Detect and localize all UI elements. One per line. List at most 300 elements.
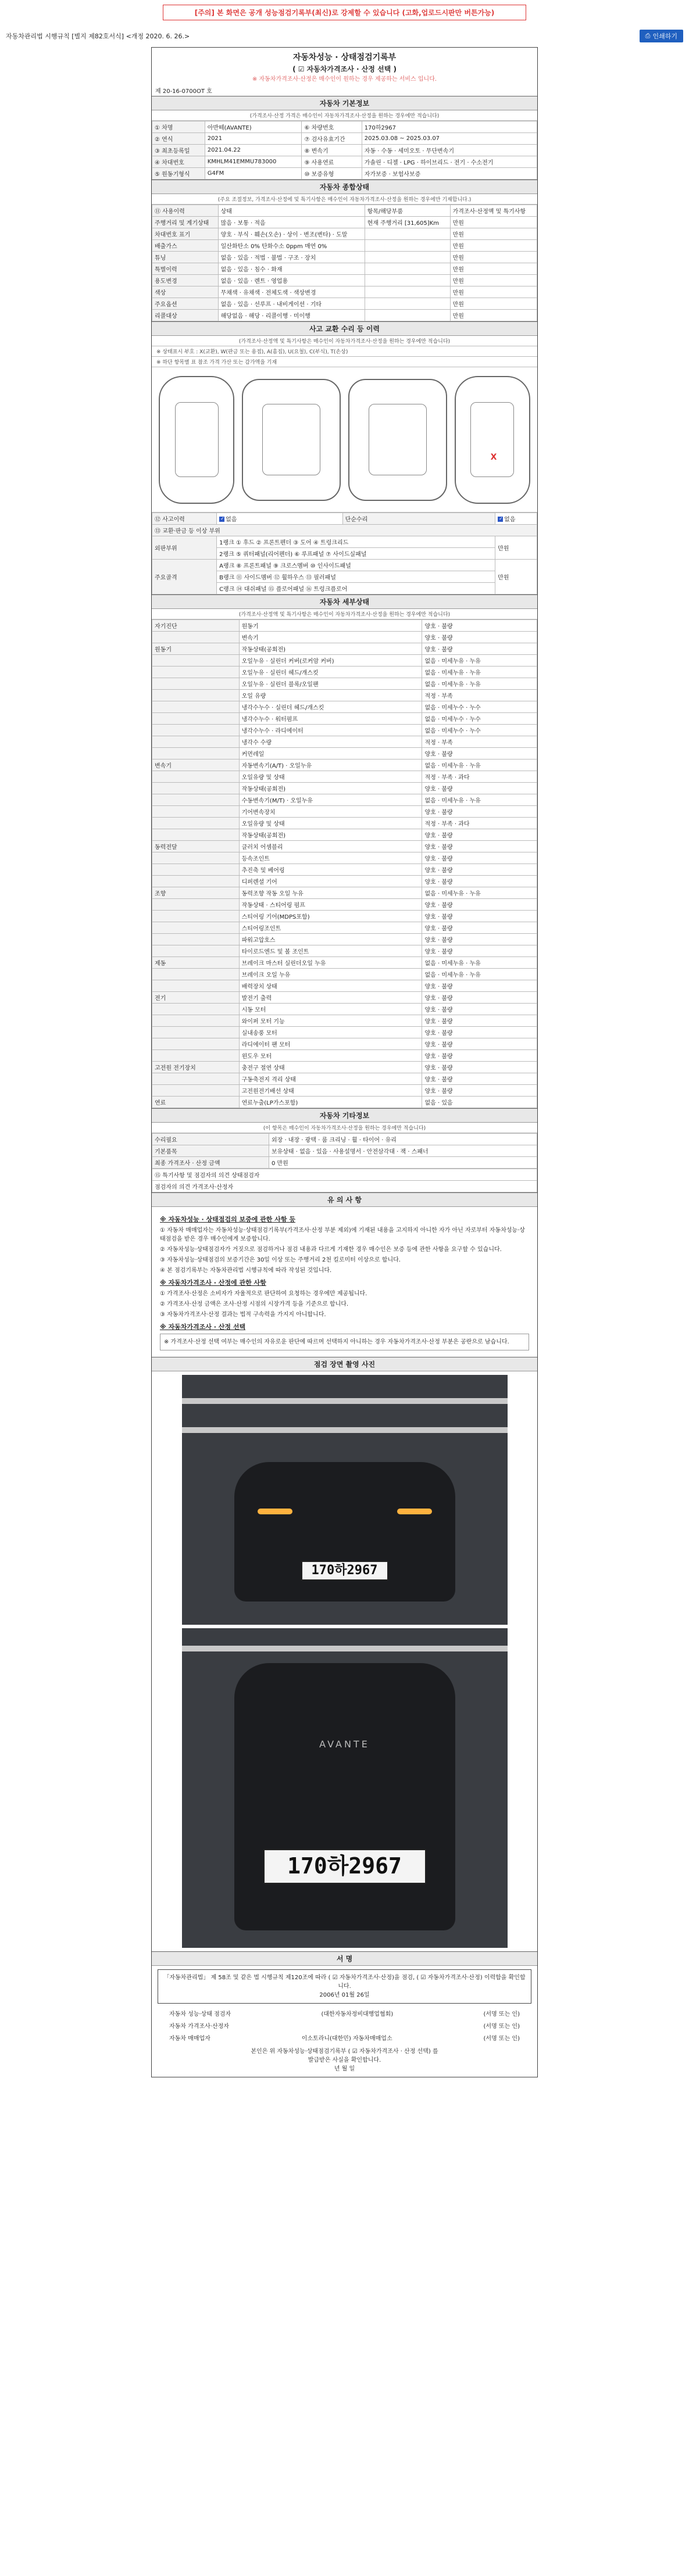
detail-row xyxy=(152,1015,537,1027)
status-cell: 없음 · 있음 · 선루프 · 내비게이션 · 기타 xyxy=(218,298,365,310)
detail-row xyxy=(152,632,537,643)
status-cell: 배출가스 xyxy=(152,240,219,252)
plate-front: 170하2967 xyxy=(301,1561,388,1581)
status-row xyxy=(152,240,537,252)
status-cell: 일산화탄소 0% 탄화수소 0ppm 매연 0% xyxy=(218,240,365,252)
print-label: 인쇄하기 xyxy=(652,33,677,40)
detail-cell: 배력장치 상태 xyxy=(239,980,422,992)
detail-cell xyxy=(152,945,240,957)
other-cell: 기본품목 xyxy=(152,1145,269,1157)
other-cell: 수리필요 xyxy=(152,1134,269,1145)
caution-heading-1: ※ 자동차성능 · 상태점검의 보증에 관한 사항 등 xyxy=(160,1216,295,1223)
detail-cell xyxy=(152,1027,240,1038)
detail-row xyxy=(152,713,537,725)
detail-cell: 오일 유량 xyxy=(239,690,422,701)
status-cell: ⑪ 사용이력 xyxy=(152,205,219,217)
main-frame-label: 주요골격 xyxy=(152,560,217,594)
caution-heading-2: ※ 자동차가격조사 · 산정에 관한 사항 xyxy=(160,1279,266,1287)
caution-p3: ③ 자동차성능·상태점검의 보증기간은 30일 이상 또는 주행거리 2천 킬로미터 이상으로 합니다. xyxy=(160,1257,401,1263)
detail-cell: 타이로드엔드 및 볼 조인트 xyxy=(239,945,422,957)
dealer-name: 이소토라니(대한민) 자동차매매업소 xyxy=(301,2036,392,2042)
detail-cell: 양호 · 불량 xyxy=(422,1004,537,1015)
detail-cell: 적정 · 부족 xyxy=(422,736,537,748)
status-cell xyxy=(365,240,450,252)
section-sign: 서 명 xyxy=(152,1951,537,1966)
detail-cell xyxy=(152,969,240,980)
section-basic: 자동차 기본정보 xyxy=(152,96,537,110)
detail-cell: 오일누유 · 실린더 커버(로커암 커버) xyxy=(239,655,422,667)
basic-cell: 가솔린 · 디젤 · LPG · 하이브리드 · 전기 · 수소전기 xyxy=(362,156,537,168)
detail-cell: 고전원 전기장치 xyxy=(152,1062,240,1073)
detail-row xyxy=(152,841,537,852)
detail-cell: 전기 xyxy=(152,992,240,1004)
status-row xyxy=(152,275,537,286)
detail-cell: 양호 · 불량 xyxy=(422,934,537,945)
sign-row-2 xyxy=(152,2019,537,2032)
detail-cell xyxy=(152,748,240,759)
detail-cell: 커먼레일 xyxy=(239,748,422,759)
footer-note xyxy=(152,2044,537,2077)
caution-p7: ③ 자동차가격조사·산정 결과는 법적 구속력을 가지지 아니합니다. xyxy=(160,1312,326,1318)
detail-row xyxy=(152,980,537,992)
detail-cell: 없음 · 미세누유 · 누유 xyxy=(422,667,537,678)
detail-cell: 오일누유 · 실린더 헤드/개스킷 xyxy=(239,667,422,678)
status-cell: 해당없음 · 해당 · 리콜이행 · 미이행 xyxy=(218,310,365,321)
doc-note: ※ 자동차가격조사·산정은 매수인이 원하는 경우 제공하는 서비스 입니다. xyxy=(252,76,437,83)
detail-row xyxy=(152,725,537,736)
basic-cell: G4FM xyxy=(205,168,302,180)
detail-cell xyxy=(152,690,240,701)
status-cell: 만원 xyxy=(450,298,537,310)
status-row xyxy=(152,252,537,263)
detail-cell: 구동축전지 격리 상태 xyxy=(239,1073,422,1085)
outer-panel-label: 외판부위 xyxy=(152,536,217,560)
detail-cell: 발전기 출력 xyxy=(239,992,422,1004)
inspector-row-1: ⑮ 특기사항 및 점검자의 의견 상태점검자 xyxy=(152,1169,537,1181)
detail-cell xyxy=(152,632,240,643)
detail-cell: 원동기 xyxy=(239,620,422,632)
status-cell: 만원 xyxy=(450,252,537,263)
detail-cell: 제동 xyxy=(152,957,240,969)
detail-cell: 양호 · 불량 xyxy=(422,620,537,632)
detail-row xyxy=(152,736,537,748)
detail-cell: 실내송풍 모터 xyxy=(239,1027,422,1038)
brand-text: AVANTE xyxy=(319,1739,370,1750)
detail-cell: 적정 · 부족 · 과다 xyxy=(422,818,537,829)
caution-text xyxy=(152,1207,537,1357)
detail-cell: 양호 · 불량 xyxy=(422,1027,537,1038)
detail-row xyxy=(152,1085,537,1097)
detail-cell: 양호 · 불량 xyxy=(422,748,537,759)
detail-cell: 자기진단 xyxy=(152,620,240,632)
other-row xyxy=(152,1134,537,1145)
caution-heading-3: ※ 자동차가격조사 · 산정 선택 xyxy=(160,1323,246,1331)
detail-cell: 양호 · 불량 xyxy=(422,980,537,992)
detail-cell: 작동상태(공회전) xyxy=(239,783,422,794)
sign-statement: 「자동차관리법」 제 58조 및 같은 법 시행규칙 제120조에 따라 ( ☑ 자동차가격조사·산정)을 점검, ( ☑ 자동차가격조사·산정) 이력함을 확인합니다. xyxy=(163,1975,526,1990)
section-damage-note: (가격조사·산정액 및 특기사항은 매수인이 자동차가격조사·산정을 원하는 경우에만 적습니다) xyxy=(152,336,537,346)
sign-row-3 xyxy=(152,2032,537,2044)
car-diagram xyxy=(152,367,537,513)
doc-subtitle: ( ☑ 자동차가격조사 · 산정 선택 ) xyxy=(292,65,397,73)
footer-line-3: 년 월 일 xyxy=(334,2066,355,2072)
car-side-right-diagram xyxy=(455,376,530,504)
detail-cell: 양호 · 불량 xyxy=(422,1050,537,1062)
detail-row xyxy=(152,922,537,934)
status-row xyxy=(152,217,537,228)
detail-cell: 양호 · 불량 xyxy=(422,841,537,852)
detail-cell xyxy=(152,829,240,841)
detail-cell xyxy=(152,818,240,829)
status-row xyxy=(152,298,537,310)
detail-cell: 양호 · 불량 xyxy=(422,1062,537,1073)
basic-cell: ⑤ 원동기형식 xyxy=(152,168,205,180)
detail-cell: 적정 · 부족 xyxy=(422,690,537,701)
detail-cell: 동력조향 작동 오일 누유 xyxy=(239,887,422,899)
detail-cell: 변속기 xyxy=(152,759,240,771)
basic-cell: 2021 xyxy=(205,133,302,145)
detail-cell: 시동 모터 xyxy=(239,1004,422,1015)
detail-row xyxy=(152,1050,537,1062)
print-button[interactable] xyxy=(640,30,683,42)
detail-table xyxy=(152,619,537,1108)
detail-cell: 스티어링 기어(MDPS포함) xyxy=(239,911,422,922)
basic-cell: ⑧ 변속기 xyxy=(302,145,362,156)
status-cell: 항목/해당부품 xyxy=(365,205,450,217)
detail-cell xyxy=(152,806,240,818)
detail-row xyxy=(152,759,537,771)
other-cell: 외장 · 내장 · 광택 · 룸 크리닝 · 휠 · 타이어 · 유리 xyxy=(269,1134,537,1145)
detail-row xyxy=(152,783,537,794)
detail-cell: 추진축 및 베어링 xyxy=(239,864,422,876)
detail-cell xyxy=(152,736,240,748)
detail-cell xyxy=(152,911,240,922)
caution-p4: ④ 본 점검기록부는 자동차관리법 시행규칙에 따라 작성된 것입니다. xyxy=(160,1267,332,1274)
basic-cell: 2021.04.22 xyxy=(205,145,302,156)
plate-rear: 170하2967 xyxy=(263,1849,426,1884)
detail-cell: 없음 · 있음 xyxy=(422,1097,537,1108)
detail-cell: 기어변속장치 xyxy=(239,806,422,818)
detail-cell xyxy=(152,1038,240,1050)
section-other-note: (이 항목은 매수인이 자동차가격조사·산정을 원하는 경우에만 적습니다) xyxy=(152,1123,537,1133)
section-detail-note: (가격조사·산정액 및 특기사항은 매수인이 자동차가격조사·산정을 원하는 경우에만 적습니다) xyxy=(152,609,537,619)
status-cell xyxy=(365,252,450,263)
inspector-table xyxy=(152,1169,537,1192)
detail-cell xyxy=(152,783,240,794)
detail-row xyxy=(152,992,537,1004)
appraiser-title: 자동차 가격조사·산정자 xyxy=(169,2023,229,2030)
basic-table xyxy=(152,121,537,180)
detail-cell: 양호 · 불량 xyxy=(422,1085,537,1097)
basic-cell: ④ 차대번호 xyxy=(152,156,205,168)
section-status: 자동차 종합상태 xyxy=(152,180,537,194)
status-row xyxy=(152,205,537,217)
detail-cell: 없음 · 미세누수 · 누수 xyxy=(422,725,537,736)
caution-p5: ① 가격조사·산정은 소비자가 자율적으로 판단하여 요청하는 경우에만 제공됩니다. xyxy=(160,1291,367,1297)
outer-rank2: 2랭크 ⑤ 쿼터패널(리어펜더) ⑥ 루프패널 ⑦ 사이드실패널 xyxy=(217,548,495,560)
detail-cell: 수동변속기(M/T) · 오일누유 xyxy=(239,794,422,806)
detail-cell xyxy=(152,794,240,806)
detail-cell: 오일유량 및 상태 xyxy=(239,818,422,829)
detail-cell: 양호 · 불량 xyxy=(422,911,537,922)
detail-cell: 없음 · 미세누유 · 누유 xyxy=(422,957,537,969)
detail-cell xyxy=(152,701,240,713)
detail-cell: 없음 · 미세누유 · 누유 xyxy=(422,969,537,980)
detail-cell: 적정 · 부족 · 과다 xyxy=(422,771,537,783)
basic-row xyxy=(152,168,537,180)
detail-row xyxy=(152,1027,537,1038)
other-row xyxy=(152,1157,537,1169)
detail-cell xyxy=(152,922,240,934)
detail-cell: 냉각수누수 · 라디에이터 xyxy=(239,725,422,736)
detail-cell: 양호 · 불량 xyxy=(422,643,537,655)
detail-cell xyxy=(152,934,240,945)
dealer-sign: (서명 또는 인) xyxy=(483,2036,520,2042)
detail-cell: 파워고압호스 xyxy=(239,934,422,945)
detail-cell: 양호 · 불량 xyxy=(422,806,537,818)
car-top-diagram xyxy=(242,379,341,501)
detail-row xyxy=(152,1004,537,1015)
detail-row xyxy=(152,748,537,759)
detail-cell xyxy=(152,1004,240,1015)
status-cell: 무채색 · 유채색 · 전체도색 · 색상변경 xyxy=(218,286,365,298)
basic-cell: ③ 최초등록일 xyxy=(152,145,205,156)
status-cell xyxy=(365,263,450,275)
status-cell: 없음 · 있음 · 침수 · 화재 xyxy=(218,263,365,275)
detail-cell: 작동상태(공회전) xyxy=(239,643,422,655)
detail-cell: 작동상태(공회전) xyxy=(239,829,422,841)
status-cell: 만원 xyxy=(450,217,537,228)
detail-cell xyxy=(152,713,240,725)
section-basic-note: (가격조사·산정 가격은 매수인이 자동차가격조사·산정을 원하는 경우에만 적습니다) xyxy=(152,110,537,121)
status-cell: 차대번호 표기 xyxy=(152,228,219,240)
status-cell: 특별이력 xyxy=(152,263,219,275)
detail-row xyxy=(152,969,537,980)
detail-row xyxy=(152,655,537,667)
detail-row xyxy=(152,678,537,690)
status-cell xyxy=(365,228,450,240)
detail-cell: 연료누출(LP가스포함) xyxy=(239,1097,422,1108)
inspector-org: (대한자동차정비대행업협회) xyxy=(321,2011,394,2018)
detail-cell: 없음 · 미세누수 · 누수 xyxy=(422,701,537,713)
sign-row-1 xyxy=(152,2007,537,2019)
detail-row xyxy=(152,1097,537,1108)
form-reference: 자동차관리법 시행규칙 [별지 제82호서식] <개정 2020. 6. 26.> xyxy=(6,33,190,40)
detail-cell: 없음 · 미세누유 · 누유 xyxy=(422,759,537,771)
detail-cell: 라디에이터 팬 모터 xyxy=(239,1038,422,1050)
detail-row xyxy=(152,945,537,957)
detail-cell: 양호 · 불량 xyxy=(422,899,537,911)
detail-cell: 윈도우 모터 xyxy=(239,1050,422,1062)
detail-row xyxy=(152,864,537,876)
inspection-photo-rear xyxy=(182,1628,508,1948)
basic-row xyxy=(152,121,537,133)
detail-row xyxy=(152,1073,537,1085)
detail-cell: 양호 · 불량 xyxy=(422,945,537,957)
simple-repair-label: 단순수리 xyxy=(342,513,495,525)
damage-table xyxy=(152,513,537,594)
doc-number: 제 20-16-0700OT 호 xyxy=(155,88,212,95)
caution-p6: ② 가격조사·산정 금액은 조사·산정 시점의 시장가격 등을 기준으로 합니다. xyxy=(160,1301,349,1307)
caution-box: ※ 가격조사·산정 선택 여부는 매수인의 자유로운 판단에 따르며 선택하지 아니하는 경우 자동차가격조사·산정 부분은 공란으로 남습니다. xyxy=(160,1334,529,1350)
status-cell xyxy=(365,310,450,321)
other-cell: 0 만원 xyxy=(269,1157,537,1169)
detail-cell: 양호 · 불량 xyxy=(422,864,537,876)
doc-title: 자동차성능 · 상태점검기록부 xyxy=(292,53,397,62)
inspection-photo-front xyxy=(182,1375,508,1625)
detail-cell: 동력전달 xyxy=(152,841,240,852)
detail-cell: 양호 · 불량 xyxy=(422,922,537,934)
status-cell: 만원 xyxy=(450,240,537,252)
section-status-note: (주요 조절정보, 가격조사·산정에 및 특기사항은 매수인이 자동차가격조사·산정을 원하는 경우에만 기재합니다.) xyxy=(152,194,537,205)
main-c: C랭크 ⑭ 대쉬패널 ⑮ 플로어패널 ⑯ 트렁크플로어 xyxy=(217,583,495,594)
detail-cell: 원동기 xyxy=(152,643,240,655)
damage-legend: ※ 상태표시 부호 : X(교환), W(판금 또는 용접), A(흠집), U(요철), C(부식), T(손상) xyxy=(152,346,537,357)
status-cell: 색상 xyxy=(152,286,219,298)
status-cell: 만원 xyxy=(450,286,537,298)
status-cell: 양호 · 부식 · 훼손(오손) · 상이 · 변조(변타) · 도말 xyxy=(218,228,365,240)
detail-row xyxy=(152,701,537,713)
detail-cell: 없음 · 미세누유 · 누유 xyxy=(422,655,537,667)
detail-cell: 스티어링조인트 xyxy=(239,922,422,934)
car-bottom-diagram xyxy=(348,379,447,501)
detail-cell: 없음 · 미세누유 · 누유 xyxy=(422,678,537,690)
detail-cell: 디퍼렌셜 기어 xyxy=(239,876,422,887)
frame-label: ⑬ 교환·판금 등 이상 부위 xyxy=(152,525,537,536)
other-row xyxy=(152,1145,537,1157)
detail-cell: 양호 · 불량 xyxy=(422,783,537,794)
status-cell: 만원 xyxy=(450,263,537,275)
detail-row xyxy=(152,643,537,655)
inspector-row-2: 점검자의 의견 가격조사·산정자 xyxy=(152,1181,537,1192)
detail-cell xyxy=(152,667,240,678)
status-cell xyxy=(365,275,450,286)
detail-row xyxy=(152,771,537,783)
detail-cell xyxy=(152,980,240,992)
detail-cell: 브레이크 마스터 실린더오일 누유 xyxy=(239,957,422,969)
caution-p1: ① 자동차 매매업자는 자동차성능·상태점검기록부(가격조사·산정 부분 제외)에 기재된 내용을 고지하지 아니한 자가 아닌 자로부터 자동차성능·상태점검을 받은 경우 매수인에게 보증합니다. xyxy=(160,1227,525,1242)
detail-cell: 오일누유 · 실린더 블록/오일팬 xyxy=(239,678,422,690)
status-cell: 리콜대상 xyxy=(152,310,219,321)
status-cell: 만원 xyxy=(450,275,537,286)
detail-row xyxy=(152,667,537,678)
basic-cell: 2025.03.08 ~ 2025.03.07 xyxy=(362,133,537,145)
section-other: 자동차 기타정보 xyxy=(152,1108,537,1123)
detail-cell: 양호 · 불량 xyxy=(422,1038,537,1050)
detail-cell xyxy=(152,725,240,736)
detail-row xyxy=(152,829,537,841)
detail-cell xyxy=(152,1073,240,1085)
detail-cell xyxy=(152,1085,240,1097)
detail-row xyxy=(152,1062,537,1073)
dealer-title: 자동차 매매업자 xyxy=(169,2036,210,2042)
detail-cell: 양호 · 불량 xyxy=(422,992,537,1004)
status-row xyxy=(152,228,537,240)
basic-cell: KMHLM41EMMU783000 xyxy=(205,156,302,168)
detail-cell: 오일유량 및 상태 xyxy=(239,771,422,783)
detail-row xyxy=(152,911,537,922)
status-cell: 만원 xyxy=(450,310,537,321)
basic-cell: 아반떼(AVANTE) xyxy=(205,121,302,133)
status-cell: 만원 xyxy=(450,228,537,240)
detail-row xyxy=(152,620,537,632)
detail-cell xyxy=(152,899,240,911)
basic-cell: ⑨ 사용연료 xyxy=(302,156,362,168)
other-cell: 최종 가격조사 · 산정 금액 xyxy=(152,1157,269,1169)
detail-cell xyxy=(152,852,240,864)
status-row xyxy=(152,263,537,275)
detail-cell: 없음 · 미세누유 · 누유 xyxy=(422,887,537,899)
car-side-left-diagram xyxy=(159,376,234,504)
main-a: A랭크 ⑧ 프론트패널 ⑨ 크로스멤버 ⑩ 인사이드패널 xyxy=(217,560,495,571)
basic-cell: 170하2967 xyxy=(362,121,537,133)
printer-icon: ⎙ xyxy=(645,32,651,40)
basic-cell: ① 차명 xyxy=(152,121,205,133)
simple-repair-value: 없음 xyxy=(504,517,516,523)
caution-p2: ② 자동차성능·상태점검자가 거짓으로 점검하거나 점검 내용과 다르게 기재한 경우 매수인은 보증 등에 관한 사항을 요구할 수 있습니다. xyxy=(160,1246,502,1253)
accident-value: 없음 xyxy=(226,517,237,523)
detail-cell: 양호 · 불량 xyxy=(422,829,537,841)
outer-rank1: 1랭크 ① 후드 ② 프론트펜더 ③ 도어 ④ 트렁크리드 xyxy=(217,536,495,548)
detail-cell xyxy=(152,1050,240,1062)
detail-cell: 양호 · 불량 xyxy=(422,632,537,643)
detail-cell: 와이퍼 모터 기능 xyxy=(239,1015,422,1027)
inspector-sign: (서명 또는 인) xyxy=(483,2011,520,2018)
detail-cell: 등속조인트 xyxy=(239,852,422,864)
detail-cell xyxy=(152,876,240,887)
inspection-document xyxy=(151,47,538,2077)
sign-box xyxy=(158,1969,531,2004)
basic-row xyxy=(152,133,537,145)
basic-row xyxy=(152,156,537,168)
main-unit: 만원 xyxy=(495,560,537,594)
detail-cell: 양호 · 불량 xyxy=(422,1073,537,1085)
detail-row xyxy=(152,934,537,945)
status-cell xyxy=(365,298,450,310)
inspector-title: 자동차 성능·상태 점검자 xyxy=(169,2011,231,2018)
detail-cell xyxy=(152,864,240,876)
status-cell: 용도변경 xyxy=(152,275,219,286)
status-table xyxy=(152,205,537,321)
other-table xyxy=(152,1133,537,1169)
detail-cell: 냉각수 수량 xyxy=(239,736,422,748)
footer-line-2: 발급받은 사실을 확인합니다. xyxy=(308,2057,381,2063)
detail-cell: 양호 · 불량 xyxy=(422,1015,537,1027)
detail-row xyxy=(152,806,537,818)
top-bar xyxy=(6,30,683,42)
detail-row xyxy=(152,899,537,911)
status-cell: 없음 · 있음 · 렌트 · 영업용 xyxy=(218,275,365,286)
outer-unit: 만원 xyxy=(495,536,537,560)
section-detail: 자동차 세부상태 xyxy=(152,594,537,609)
detail-cell xyxy=(152,655,240,667)
footer-line-1: 본인은 위 자동차성능·상태점검기록부 ( ☑ 자동차가격조사 · 산정 선택) 를 xyxy=(251,2048,438,2055)
status-cell: 현재 주행거리 [31,605]Km xyxy=(365,217,450,228)
detail-cell: 조향 xyxy=(152,887,240,899)
section-photos: 점검 장면 촬영 사진 xyxy=(152,1357,537,1371)
status-cell: 없음 · 있음 · 적법 · 불법 · 구조 · 장치 xyxy=(218,252,365,263)
detail-row xyxy=(152,852,537,864)
detail-row xyxy=(152,1038,537,1050)
basic-cell: ⑥ 차량번호 xyxy=(302,121,362,133)
basic-row xyxy=(152,145,537,156)
detail-cell: 냉각수누수 · 워터펌프 xyxy=(239,713,422,725)
detail-row xyxy=(152,887,537,899)
detail-cell xyxy=(152,1015,240,1027)
accident-label: ⑫ 사고이력 xyxy=(152,513,217,525)
detail-row xyxy=(152,690,537,701)
detail-cell: 양호 · 불량 xyxy=(422,876,537,887)
